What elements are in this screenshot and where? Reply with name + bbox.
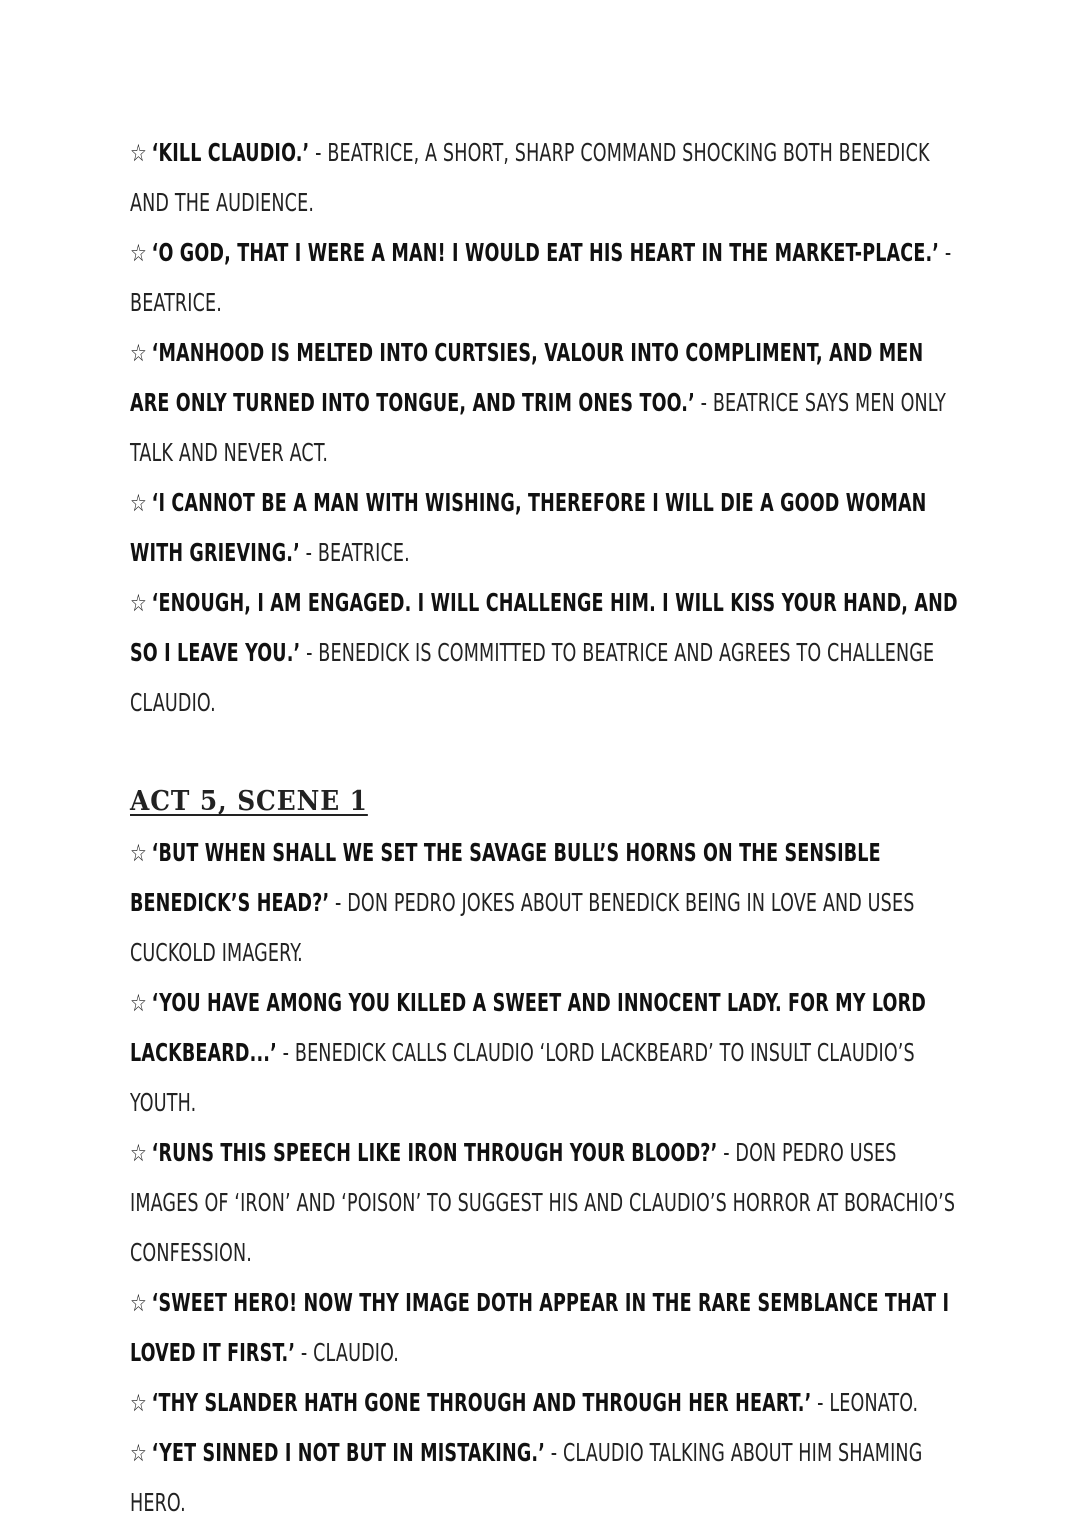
list-item	[130, 1428, 960, 1528]
list-item	[130, 128, 960, 228]
comment-text: - BEATRICE SAYS MEN ONLY TALK AND NEVER ACT.	[130, 388, 947, 467]
list-item	[130, 1378, 960, 1428]
section-act5-scene1	[130, 776, 960, 1528]
comment-text: - BEATRICE.	[130, 238, 952, 317]
star-icon: ☆	[130, 239, 147, 267]
quote-text: ‘O GOD, THAT I WERE A MAN! I WOULD EAT HIS HEART IN THE MARKET-PLACE.’	[151, 238, 940, 267]
star-icon: ☆	[130, 989, 147, 1017]
star-icon: ☆	[130, 1389, 147, 1417]
quote-text: ‘THY SLANDER HATH GONE THROUGH AND THROUGH HER HEART.’	[151, 1388, 812, 1417]
list-item	[130, 978, 960, 1128]
list-item	[130, 1128, 960, 1278]
comment-text: - DON PEDRO JOKES ABOUT BENEDICK BEING IN LOVE AND USES CUCKOLD IMAGERY.	[130, 888, 915, 967]
notes-page	[130, 128, 960, 1528]
list-item	[130, 228, 960, 328]
quote-text: ‘ENOUGH, I AM ENGAGED. I WILL CHALLENGE HIM. I WILL KISS YOUR HAND, AND SO I LEAVE YOU.’	[130, 588, 958, 667]
star-icon: ☆	[130, 1439, 147, 1467]
comment-text: - CLAUDIO.	[295, 1338, 399, 1367]
list-item	[130, 478, 960, 578]
comment-text: - CLAUDIO TALKING ABOUT HIM SHAMING HERO.	[130, 1438, 923, 1517]
quote-text: ‘RUNS THIS SPEECH LIKE IRON THROUGH YOUR BLOOD?’	[151, 1138, 718, 1167]
star-icon: ☆	[130, 1139, 147, 1167]
star-icon: ☆	[130, 489, 147, 517]
star-icon: ☆	[130, 1289, 147, 1317]
comment-text: - BEATRICE.	[299, 538, 410, 567]
comment-text: - LEONATO.	[811, 1388, 919, 1417]
quote-text: ‘MANHOOD IS MELTED INTO CURTSIES, VALOUR INTO COMPLIMENT, AND MEN ARE ONLY TURNED INTO TONGUE, AND TRIM ONES TOO.’	[130, 338, 924, 417]
quote-text: ‘SWEET HERO! NOW THY IMAGE DOTH APPEAR IN THE RARE SEMBLANCE THAT I LOVED IT FIRST.’	[130, 1288, 950, 1367]
comment-text: - DON PEDRO USES IMAGES OF ‘IRON’ AND ‘POISON’ TO SUGGEST HIS AND CLAUDIO’S HORROR AT BORACHIO’S CONFESSION.	[130, 1138, 956, 1267]
list-item	[130, 578, 960, 728]
star-icon: ☆	[130, 589, 147, 617]
quote-text: ‘KILL CLAUDIO.’	[151, 138, 310, 167]
section-heading: ACT 5, SCENE 1	[130, 786, 368, 817]
quote-text: ‘I CANNOT BE A MAN WITH WISHING, THEREFORE I WILL DIE A GOOD WOMAN WITH GRIEVING.’	[130, 488, 927, 567]
star-icon: ☆	[130, 339, 147, 367]
list-item	[130, 328, 960, 478]
star-icon: ☆	[130, 839, 147, 867]
list-item	[130, 828, 960, 978]
quote-text: ‘BUT WHEN SHALL WE SET THE SAVAGE BULL’S HORNS ON THE SENSIBLE BENEDICK’S HEAD?’	[130, 838, 881, 917]
list-item	[130, 1278, 960, 1378]
comment-text: - BENEDICK IS COMMITTED TO BEATRICE AND AGREES TO CHALLENGE CLAUDIO.	[130, 638, 935, 717]
star-icon: ☆	[130, 139, 147, 167]
quote-text: ‘YOU HAVE AMONG YOU KILLED A SWEET AND INNOCENT LADY. FOR MY LORD LACKBEARD...’	[130, 988, 927, 1067]
comment-text: - BEATRICE, A SHORT, SHARP COMMAND SHOCKING BOTH BENEDICK AND THE AUDIENCE.	[130, 138, 930, 217]
quote-text: ‘YET SINNED I NOT BUT IN MISTAKING.’	[151, 1438, 546, 1467]
comment-text: - BENEDICK CALLS CLAUDIO ‘LORD LACKBEARD’ TO INSULT CLAUDIO’S YOUTH.	[130, 1038, 915, 1117]
